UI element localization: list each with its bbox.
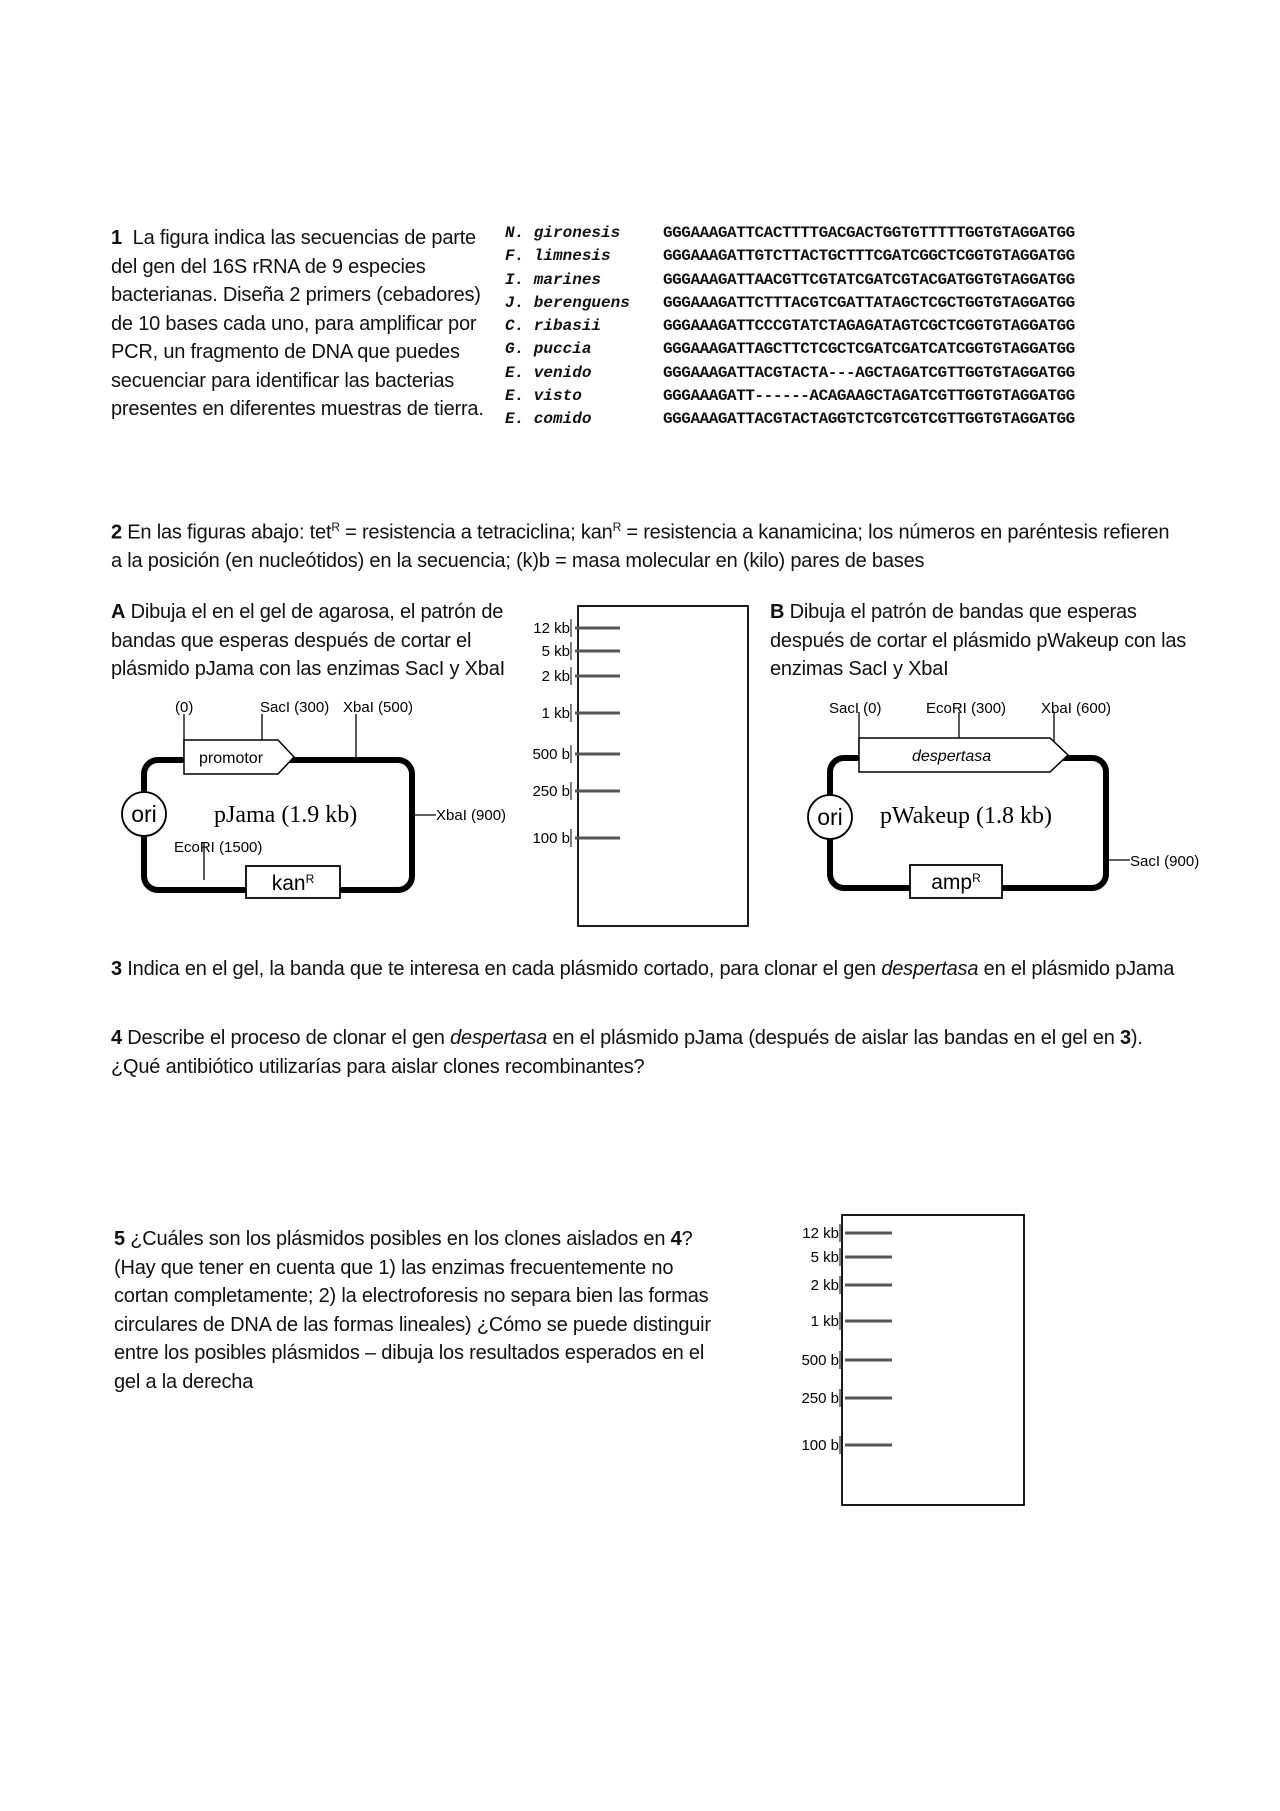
sequence-row	[505, 269, 1075, 292]
ladder-label: 1 kb	[541, 705, 570, 722]
ladder-label: 5 kb	[541, 643, 570, 660]
site-label-xbai: XbaI (500)	[343, 699, 414, 716]
ladder-label: 2 kb	[810, 1277, 839, 1294]
ampr-label: amp$^R$	[931, 871, 981, 894]
species-name: E. venido	[505, 363, 592, 382]
ori-label: ori	[131, 801, 157, 827]
site-label-saci: SacI (300)	[260, 699, 330, 716]
ladder-label: 500 b	[532, 746, 570, 763]
species-name: E. comido	[505, 410, 592, 429]
ladder-label: 100 b	[532, 830, 570, 847]
question-4: 4 Describe el proceso de clonar el gen despertasa en el plásmido pJama (después de aislar las bandas en el gel en 3). ¿Qué antibiótico utilizarías para aislar clones recombinantes?	[111, 1027, 1143, 1078]
species-name: G. puccia	[505, 340, 592, 359]
pwakeup-plasmid-map	[790, 690, 1200, 910]
species-name: N. gironesis	[505, 224, 621, 242]
species-name: C. ribasii	[505, 317, 602, 336]
pjama-plasmid-map	[110, 690, 530, 910]
question-3: 3 Indica en el gel, la banda que te interesa en cada plásmido cortado, para clonar el gen despertasa en el plásmido pJama	[111, 958, 1175, 980]
site-label-ecori: EcoRI (300)	[926, 700, 1007, 717]
dna-sequence: GGGAAAGATTCCCGTATCTAGAGATAGTCGCTCGGTGTAGGATGG	[663, 317, 1075, 336]
ladder-label: 100 b	[801, 1437, 839, 1454]
dna-sequence: GGGAAAGATTACGTACTAGGTCTCGTCGTCGTTGGTGTAGGATGG	[663, 410, 1075, 429]
question-2: 2 En las figuras abajo: tet$^R$ = resistencia a tetraciclina; kan$^R$ = resistencia a kanamicina; los números en paréntesis refieren a la posición (en nucleótidos) en la secuencia; (k)b = masa molecular en (kilo) pares de bases	[111, 520, 1170, 573]
dna-sequence: GGGAAAGATTACGTACTA---AGCTAGATCGTTGGTGTAGGATGG	[663, 363, 1075, 382]
gel-frame	[578, 606, 748, 926]
gel-1	[518, 603, 752, 933]
sequence-row	[505, 338, 1075, 361]
part-b-text: B Dibuja el patrón de bandas que esperas después de cortar el plásmido pWakeup con las enzimas SacI y XbaI	[770, 601, 1187, 680]
promoter-label: promotor	[199, 750, 264, 767]
despertasa-label: despertasa	[912, 748, 992, 765]
ori-label: ori	[817, 804, 843, 830]
plasmid-name: pJama (1.9 kb)	[214, 802, 358, 828]
dna-sequence: GGGAAAGATTAGCTTCTCGCTCGATCGATCATCGGTGTAGGATGG	[663, 340, 1075, 359]
species-name: E. visto	[505, 387, 582, 406]
ladder-label: 12 kb	[802, 1225, 839, 1242]
gel-2	[782, 1212, 1032, 1512]
question-number: 2	[111, 521, 122, 544]
kanr-label: kan$^R$	[271, 872, 315, 895]
question-number: 1	[111, 227, 122, 249]
dna-sequence: GGGAAAGATTCACTTTTGACGACTGGTGTTTTTGGTGTAGGATGG	[663, 224, 1075, 242]
sequence-alignment	[505, 222, 1075, 432]
site-label-xbai: XbaI (600)	[1041, 700, 1112, 717]
ladder-label: 250 b	[801, 1390, 839, 1407]
sequence-row	[505, 292, 1075, 315]
ladder-label: 12 kb	[533, 620, 570, 637]
ladder-label: 5 kb	[810, 1249, 839, 1266]
sequence-row	[505, 222, 1075, 245]
species-name: F. limnesis	[505, 247, 611, 266]
sequence-row	[505, 408, 1075, 431]
question-5: 5 ¿Cuáles son los plásmidos posibles en los clones aislados en 4? (Hay que tener en cuenta que 1) las enzimas frecuentemente no cortan completamente; 2) la electroforesis no separa bien las formas circulares de DNA de las formas lineales) ¿Cómo se puede distinguir entre los posibles plásmidos – dibuja los resultados esperados en el gel a la derecha	[114, 1228, 711, 1393]
dna-sequence: GGGAAAGATTCTTTACGTCGATTATAGCTCGCTGGTGTAGGATGG	[663, 293, 1075, 312]
ladder-label: 250 b	[532, 783, 570, 800]
species-name: I. marines	[505, 270, 602, 289]
sequence-row	[505, 315, 1075, 338]
sequence-row	[505, 362, 1075, 385]
question-1	[111, 224, 486, 424]
ladder-label: 1 kb	[810, 1313, 839, 1330]
ladder-label: 2 kb	[541, 668, 570, 685]
site-label-xbai-right: XbaI (900)	[436, 807, 507, 824]
site-label-saci-right: SacI (900)	[1130, 853, 1200, 870]
question-text: La figura indica las secuencias de parte del gen del 16S rRNA de 9 especies bacterianas. Diseña 2 primers (cebadores) de 10 bases cada uno, para amplificar por PCR, un fragmento de DNA que puedes secuenciar para identificar las bacterias presentes en diferentes muestras de tierra.	[111, 227, 484, 420]
sequence-row	[505, 385, 1075, 408]
dna-sequence: GGGAAAGATTAACGTTCGTATCGATCGTACGATGGTGTAGGATGG	[663, 270, 1075, 289]
site-label-zero: (0)	[175, 699, 194, 716]
dna-sequence: GGGAAAGATT------ACAGAAGCTAGATCGTTGGTGTAGGATGG	[663, 387, 1075, 406]
dna-sequence: GGGAAAGATTGTCTTACTGCTTTCGATCGGCTCGGTGTAGGATGG	[663, 247, 1075, 266]
ladder-label: 500 b	[801, 1352, 839, 1369]
species-name: J. berenguens	[505, 293, 630, 312]
sequence-row	[505, 245, 1075, 268]
part-a-text: A Dibuja el en el gel de agarosa, el patrón de bandas que esperas después de cortar el plásmido pJama con las enzimas SacI y XbaI	[111, 601, 506, 680]
plasmid-name: pWakeup (1.8 kb)	[880, 803, 1053, 829]
site-label-ecori: EcoRI (1500)	[174, 839, 263, 856]
site-label-saci: SacI (0)	[829, 700, 882, 717]
